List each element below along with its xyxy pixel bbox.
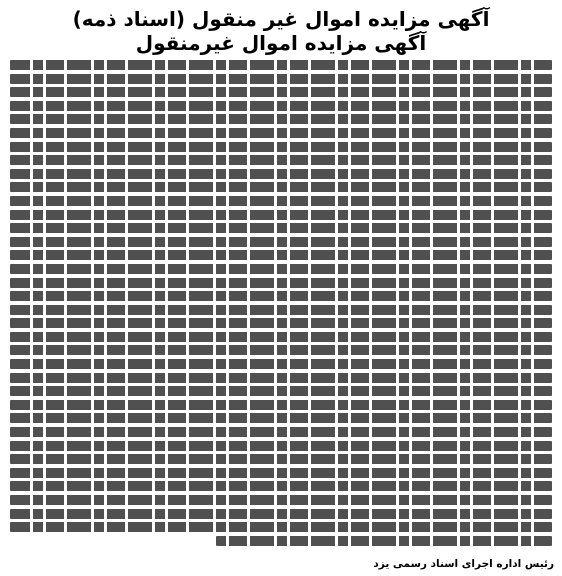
body-line bbox=[10, 210, 552, 220]
notice-title: آگهی مزایده اموال غیر منقول (اسناد ذمه) bbox=[72, 7, 490, 31]
body-line bbox=[10, 332, 552, 342]
body-line bbox=[10, 87, 552, 97]
body-line bbox=[10, 359, 552, 369]
body-line bbox=[10, 427, 552, 437]
body-line bbox=[10, 196, 552, 206]
body-line bbox=[10, 345, 552, 355]
body-line bbox=[10, 60, 552, 70]
body-line bbox=[10, 223, 552, 233]
body-line bbox=[10, 250, 552, 260]
body-line bbox=[10, 400, 552, 410]
notice-body bbox=[10, 60, 552, 546]
body-line bbox=[10, 128, 552, 138]
body-line bbox=[10, 468, 552, 478]
body-line bbox=[216, 536, 552, 546]
body-line bbox=[10, 509, 552, 519]
body-line bbox=[10, 522, 552, 532]
body-line bbox=[10, 142, 552, 152]
body-line bbox=[10, 386, 552, 396]
notice-subtitle: آگهی مزایده اموال غیرمنقول bbox=[135, 31, 427, 55]
body-line bbox=[10, 305, 552, 315]
body-line bbox=[10, 182, 552, 192]
body-line bbox=[10, 237, 552, 247]
body-line bbox=[10, 278, 552, 288]
body-line bbox=[10, 441, 552, 451]
body-line bbox=[10, 495, 552, 505]
body-line bbox=[10, 454, 552, 464]
body-line bbox=[10, 264, 552, 274]
body-line bbox=[10, 481, 552, 491]
body-line bbox=[10, 155, 552, 165]
body-line bbox=[10, 101, 552, 111]
body-line bbox=[10, 318, 552, 328]
body-line bbox=[10, 373, 552, 383]
body-line bbox=[10, 74, 552, 84]
notice-footer: رئیس اداره اجرای اسناد رسمی یزد bbox=[373, 558, 554, 570]
body-line bbox=[10, 291, 552, 301]
body-line bbox=[10, 169, 552, 179]
body-line bbox=[10, 413, 552, 423]
body-line bbox=[10, 114, 552, 124]
